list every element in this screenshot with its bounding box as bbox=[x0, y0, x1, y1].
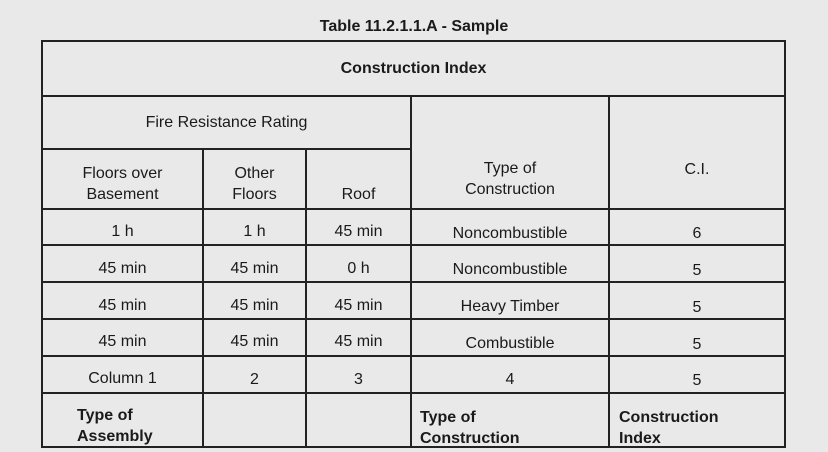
floors-over-basement-header: Floors over Basement bbox=[82, 165, 163, 203]
type-of-assembly-label: Type of Assembly bbox=[77, 407, 153, 445]
table-cell: Heavy Timber bbox=[460, 297, 560, 315]
table-cell: 1 h bbox=[243, 222, 266, 240]
type-of-construction-header: Type of Construction bbox=[465, 160, 555, 198]
table-cell: 5 bbox=[692, 261, 702, 279]
table-cell: 45 min bbox=[98, 259, 147, 277]
fire-resistance-rating-header: Fire Resistance Rating bbox=[145, 114, 308, 131]
other-floors-header: Other Floors bbox=[232, 165, 277, 203]
table-border-right bbox=[784, 40, 786, 448]
table-cell: 45 min bbox=[98, 332, 147, 350]
table-cell: Combustible bbox=[465, 334, 555, 352]
table-cell: Noncombustible bbox=[452, 224, 568, 242]
table-cell: 4 bbox=[505, 370, 515, 388]
table-cell: 45 min bbox=[230, 259, 279, 277]
table-cell: 5 bbox=[692, 371, 702, 389]
table-cell: 45 min bbox=[98, 296, 147, 314]
table-cell: 0 h bbox=[347, 259, 370, 277]
table-cell: 5 bbox=[692, 298, 702, 316]
table-cell: Noncombustible bbox=[452, 260, 568, 278]
table-cell: 1 h bbox=[111, 222, 134, 240]
table-divider bbox=[41, 148, 411, 150]
type-of-construction-label: Type of Construction bbox=[420, 409, 520, 447]
construction-index-label: Construction Index bbox=[619, 409, 719, 447]
table-cell: 2 bbox=[250, 370, 259, 388]
table-cell: 6 bbox=[692, 224, 702, 242]
table-cell: 45 min bbox=[230, 296, 279, 314]
table-cell: 45 min bbox=[334, 222, 383, 240]
table-cell: 45 min bbox=[334, 296, 383, 314]
table-cell: Column 1 bbox=[88, 369, 157, 387]
ci-header: C.I. bbox=[684, 160, 710, 178]
table-divider bbox=[41, 208, 786, 210]
table-cell: 45 min bbox=[230, 332, 279, 350]
table-caption: Table 11.2.1.1.A - Sample bbox=[319, 18, 509, 35]
table-cell: 3 bbox=[354, 370, 363, 388]
table-title: Construction Index bbox=[340, 60, 487, 77]
roof-header: Roof bbox=[341, 185, 376, 203]
table-cell: 5 bbox=[692, 335, 702, 353]
table-cell: 45 min bbox=[334, 332, 383, 350]
